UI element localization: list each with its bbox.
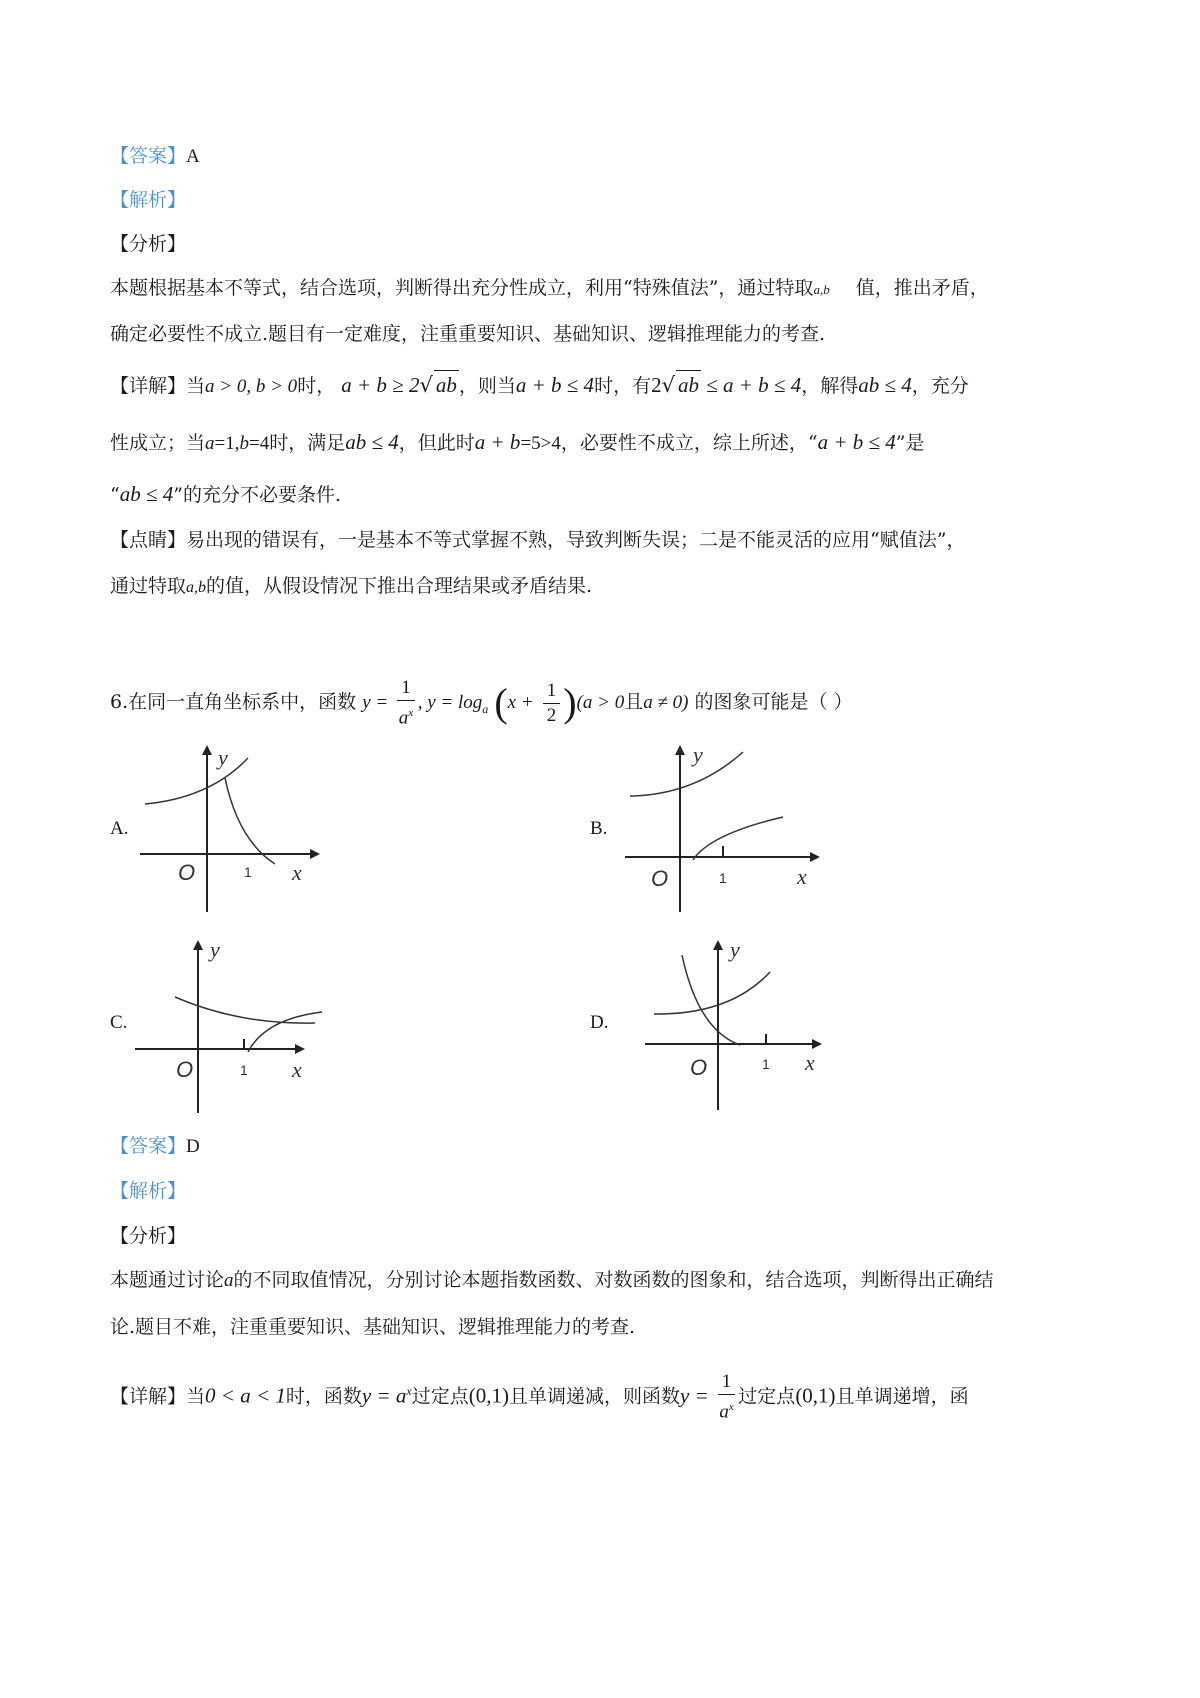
text: 时， <box>297 375 336 397</box>
q6-fenxi-line2: 论.题目不难，注重重要知识、基础知识、逻辑推理能力的考查. <box>110 1316 636 1338</box>
option-d-label[interactable]: D. <box>590 1012 609 1033</box>
fraction-1-over-a-x <box>718 1370 736 1424</box>
origin-label: O <box>690 1055 708 1080</box>
math: x + <box>507 692 534 714</box>
tick-label-1: 1 <box>244 864 252 880</box>
exponent: x <box>406 1384 412 1398</box>
variable-ab: a,b <box>813 282 830 297</box>
exponent: x <box>728 1401 734 1414</box>
log-base: a <box>482 701 489 716</box>
fraction-1-over-2 <box>543 679 561 728</box>
text: ”是 <box>895 432 925 454</box>
text: 时，有 <box>594 375 652 397</box>
math: =4 <box>248 433 270 454</box>
text: 的值，从假设情况下推出合理结果或矛盾结果. <box>206 575 593 597</box>
answer-value: D <box>186 1136 200 1157</box>
curve-logarithmic <box>693 817 783 860</box>
analysis-tag: 【解析】 <box>110 1180 187 1202</box>
sqrt-content: ab <box>434 370 459 399</box>
text: ，必要性不成立，综上所述，“ <box>560 432 818 454</box>
origin-label: O <box>178 860 196 885</box>
text: “ <box>110 484 120 506</box>
text: ，充分 <box>911 375 969 397</box>
math: a > 0, b > 0 <box>205 376 298 397</box>
detail-tag: 【详解】 <box>110 1385 187 1408</box>
axis-y-label: y <box>693 742 703 767</box>
math: y = a <box>361 1383 407 1408</box>
math: , y = log <box>417 692 483 714</box>
q5-detail-line2 <box>110 428 925 458</box>
q6-stem: 6.在同一直角坐标系中，函数 y = $\frac{1}{a^x}$ , $y = \log_a (x$ + $\frac{1}{2}$ )(a > 0且a ≠ 0) 的图象可能是（ ） <box>110 677 853 729</box>
text: 过定点 <box>738 1385 796 1408</box>
curve-exponential <box>630 752 743 796</box>
denominator: 2 <box>546 704 557 726</box>
axis-x-label: x <box>805 1050 815 1075</box>
text: ，但此时 <box>398 432 475 454</box>
text: ”的充分不必要条件. <box>173 484 342 506</box>
math: a <box>205 433 215 454</box>
fenxi-tag: 【分析】 <box>110 1225 187 1247</box>
math: a + b ≤ 4 <box>817 430 896 454</box>
variable-ab: a,b <box>186 579 207 596</box>
math: b <box>239 433 249 454</box>
math: a + b ≤ 4 <box>515 373 595 397</box>
text: 时，函数 <box>285 1385 362 1408</box>
q6-answer-line <box>110 1132 200 1161</box>
analysis-tag: 【解析】 <box>110 189 187 211</box>
math: (0,1) <box>795 1383 836 1408</box>
math: (0,1) <box>468 1383 509 1408</box>
math: a ≠ 0) <box>643 692 689 714</box>
answer-value: A <box>186 146 200 167</box>
option-b-graph[interactable] <box>615 740 825 915</box>
numerator: 1 <box>397 676 415 701</box>
math: =5>4 <box>520 433 561 454</box>
axis-x-label: x <box>292 1057 302 1082</box>
tip-tag: 【点睛】 <box>110 529 187 551</box>
origin-label: O <box>176 1057 194 1082</box>
text: 且 <box>624 691 644 714</box>
curve-exponential <box>175 997 315 1023</box>
text: 当 <box>186 375 206 397</box>
option-c-graph[interactable] <box>130 935 350 1115</box>
fenxi-text-end: 值，推出矛盾， <box>855 277 989 299</box>
text: 当 <box>186 1385 206 1408</box>
option-a-graph[interactable] <box>130 740 340 915</box>
text: 的图象可能是（ ） <box>694 691 853 714</box>
q5-detail-line1: 【详解】当a > 0, b > 0时， a + b ≥ 2√ ab ，则当a + b ≤ 4时，有2√ ab ≤ a + b ≤ 4，解得ab ≤ 4，充分 <box>110 370 969 401</box>
origin-label: O <box>651 866 669 891</box>
option-b-label[interactable]: B. <box>590 818 608 839</box>
math: ab ≤ 4 <box>345 430 399 454</box>
text: 的不同取值情况，分别讨论本题指数函数、对数函数的图象和，结合选项，判断得出正确结 <box>233 1269 994 1291</box>
option-a-label[interactable]: A. <box>110 818 129 839</box>
curve-logarithmic <box>225 778 275 864</box>
axis-x-label: x <box>292 860 302 885</box>
q5-fenxi-line2: 确定必要性不成立.题目有一定难度，注重重要知识、基础知识、逻辑推理能力的考查. <box>110 323 826 345</box>
math: ab ≤ 4 <box>119 482 174 506</box>
math: a + b <box>474 430 521 454</box>
curve-exponential <box>145 758 248 804</box>
variable-a: a <box>224 1270 234 1291</box>
answer-tag: 【答案】 <box>110 145 187 167</box>
text: 性成立；当 <box>110 432 206 454</box>
text: 易出现的错误有，一是基本不等式掌握不熟，导致判断失误；二是不能灵活的应用“赋值法”， <box>186 529 966 551</box>
detail-tag: 【详解】 <box>110 375 187 397</box>
curve-logarithmic <box>248 1012 322 1052</box>
answer-tag: 【答案】 <box>110 1135 187 1157</box>
text: 本题通过讨论 <box>110 1269 225 1291</box>
text: 且单调递减，则函数 <box>508 1385 680 1408</box>
curve-exponential <box>654 972 770 1014</box>
option-d-graph[interactable] <box>640 935 840 1115</box>
math: (a > 0 <box>576 692 625 714</box>
denominator: a <box>719 1401 729 1423</box>
text: ，则当 <box>458 375 516 397</box>
sqrt-content: ab <box>676 370 701 399</box>
tick-label-1: 1 <box>762 1056 770 1072</box>
q6-fenxi-line1 <box>110 1266 994 1295</box>
text: 过定点 <box>411 1385 469 1408</box>
math: a + b ≥ 2 <box>341 373 420 397</box>
math: y = <box>680 1383 709 1408</box>
axis-y-label: y <box>210 937 220 962</box>
q5-tip-line1 <box>110 526 965 554</box>
q5-answer-line <box>110 142 200 171</box>
q5-tip-line2 <box>110 572 592 602</box>
math: ≤ a + b ≤ 4 <box>700 373 802 397</box>
math: ab ≤ 4 <box>858 373 912 397</box>
q5-detail-line3 <box>110 480 341 509</box>
numerator: 1 <box>543 679 561 704</box>
fraction-1-over-a-x <box>397 676 415 730</box>
text: 时，满足 <box>269 432 346 454</box>
q5-fenxi-line1 <box>110 274 989 304</box>
tick-label-1: 1 <box>719 870 727 886</box>
axis-y-label: y <box>218 745 228 770</box>
fenxi-tag: 【分析】 <box>110 233 187 255</box>
tick-label-1: 1 <box>240 1062 248 1078</box>
math: 0 < a < 1 <box>205 1383 286 1408</box>
math: =1, <box>214 433 240 454</box>
math: y = <box>362 692 389 714</box>
fenxi-text: 本题根据基本不等式，结合选项，判断得出充分性成立，利用“特殊值法”，通过特取 <box>110 277 814 299</box>
option-c-label[interactable]: C. <box>110 1012 128 1033</box>
text: ，解得 <box>801 375 859 397</box>
numerator: 1 <box>718 1370 736 1395</box>
denominator: a <box>398 707 409 729</box>
math: 2 <box>651 373 662 397</box>
exponent: x <box>408 707 414 719</box>
text: 6.在同一直角坐标系中，函数 <box>110 691 357 714</box>
text: 通过特取 <box>110 575 187 597</box>
text: 且单调递增，函 <box>835 1385 969 1408</box>
axis-y-label: y <box>730 937 740 962</box>
axis-x-label: x <box>797 864 807 889</box>
q6-detail-line <box>110 1366 969 1424</box>
